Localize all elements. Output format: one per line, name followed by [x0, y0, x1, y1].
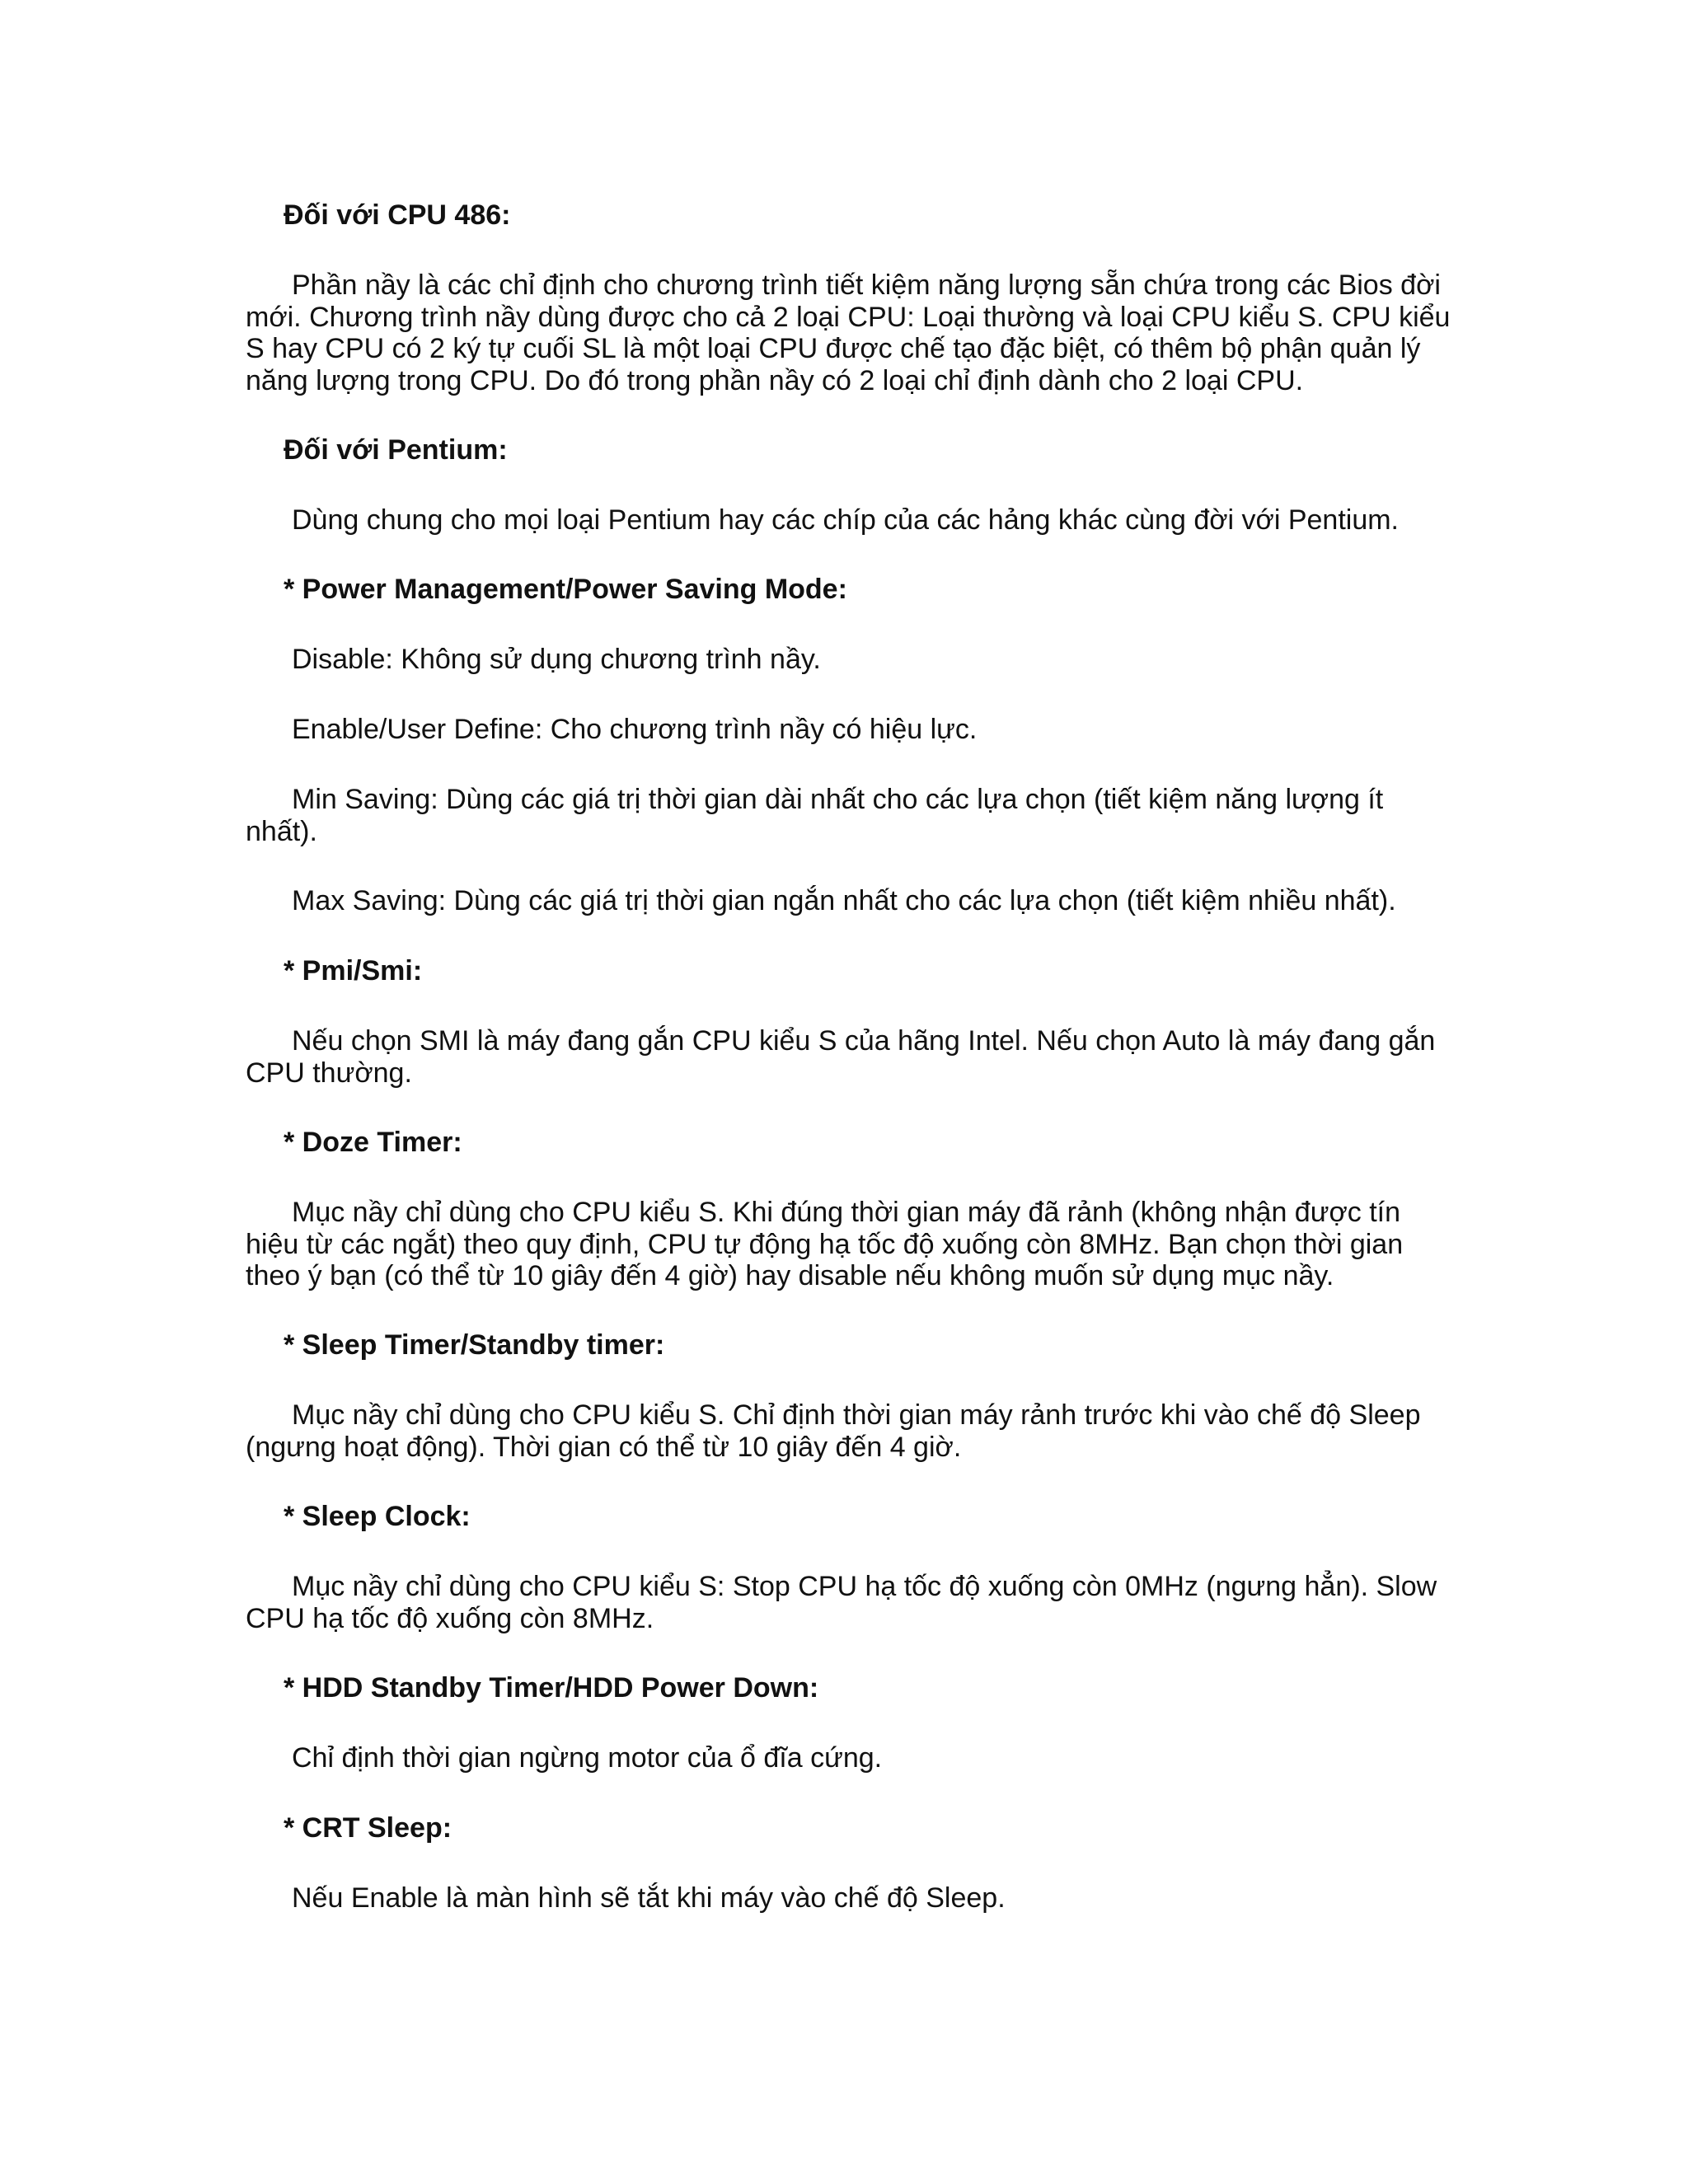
paragraph-line: Phần nầy là các chỉ định cho chương trình tiết kiệm năng lượng sẵn chứa trong các Bios đời [292, 269, 1441, 301]
paragraph-line: (ngưng hoạt động). Thời gian có thể từ 10 giây đến 4 giờ. [246, 1431, 962, 1463]
paragraph-line: Mục nầy chỉ dùng cho CPU kiểu S. Chỉ định thời gian máy rảnh trước khi vào chế độ Sleep [292, 1399, 1421, 1431]
paragraph-line: Max Saving: Dùng các giá trị thời gian ngắn nhất cho các lựa chọn (tiết kiệm nhiều nhất). [292, 885, 1396, 916]
paragraph-line: Mục nầy chỉ dùng cho CPU kiểu S: Stop CPU hạ tốc độ xuống còn 0MHz (ngưng hẳn). Slow [292, 1571, 1437, 1602]
section-heading: * Sleep Clock: [284, 1501, 471, 1532]
section-heading: * Pmi/Smi: [284, 955, 423, 987]
paragraph-line: Min Saving: Dùng các giá trị thời gian dài nhất cho các lựa chọn (tiết kiệm năng lượng ít [292, 784, 1384, 815]
paragraph-line: CPU thường. [246, 1057, 412, 1089]
paragraph-line: Mục nầy chỉ dùng cho CPU kiểu S. Khi đúng thời gian máy đã rảnh (không nhận được tín [292, 1197, 1401, 1228]
paragraph-line: Disable: Không sử dụng chương trình nầy. [292, 644, 821, 675]
paragraph-line: Nếu chọn SMI là máy đang gắn CPU kiểu S của hãng Intel. Nếu chọn Auto là máy đang gắn [292, 1025, 1436, 1057]
paragraph-line: Chỉ định thời gian ngừng motor của ổ đĩa cứng. [292, 1742, 883, 1774]
paragraph-line: theo ý bạn (có thể từ 10 giây đến 4 giờ) hay disable nếu không muốn sử dụng mục nầy. [246, 1260, 1334, 1291]
paragraph-line: Dùng chung cho mọi loại Pentium hay các chíp của các hảng khác cùng đời với Pentium. [292, 504, 1399, 536]
paragraph-line: CPU hạ tốc độ xuống còn 8MHz. [246, 1602, 654, 1634]
paragraph-line: Nếu Enable là màn hình sẽ tắt khi máy vào chế độ Sleep. [292, 1882, 1006, 1914]
section-heading: * HDD Standby Timer/HDD Power Down: [284, 1672, 819, 1704]
paragraph-line: nhất). [246, 815, 317, 847]
paragraph-line: mới. Chương trình nầy dùng được cho cả 2 loại CPU: Loại thường và loại CPU kiểu S. CPU kiểu [246, 301, 1451, 333]
paragraph-line: năng lượng trong CPU. Do đó trong phần nầy có 2 loại chỉ định dành cho 2 loại CPU. [246, 364, 1304, 396]
section-heading: * CRT Sleep: [284, 1812, 452, 1844]
paragraph-line: Enable/User Define: Cho chương trình nầy có hiệu lực. [292, 714, 978, 745]
section-heading: * Doze Timer: [284, 1127, 462, 1158]
section-heading: Đối với Pentium: [284, 434, 508, 466]
paragraph-line: hiệu từ các ngắt) theo quy định, CPU tự động hạ tốc độ xuống còn 8MHz. Bạn chọn thời gian [246, 1228, 1404, 1260]
paragraph-line: S hay CPU có 2 ký tự cuối SL là một loại CPU được chế tạo đặc biệt, có thêm bộ phận quản lý [246, 333, 1421, 364]
section-heading: Đối với CPU 486: [284, 199, 511, 231]
section-heading: * Power Management/Power Saving Mode: [284, 574, 847, 605]
section-heading: * Sleep Timer/Standby timer: [284, 1329, 665, 1361]
